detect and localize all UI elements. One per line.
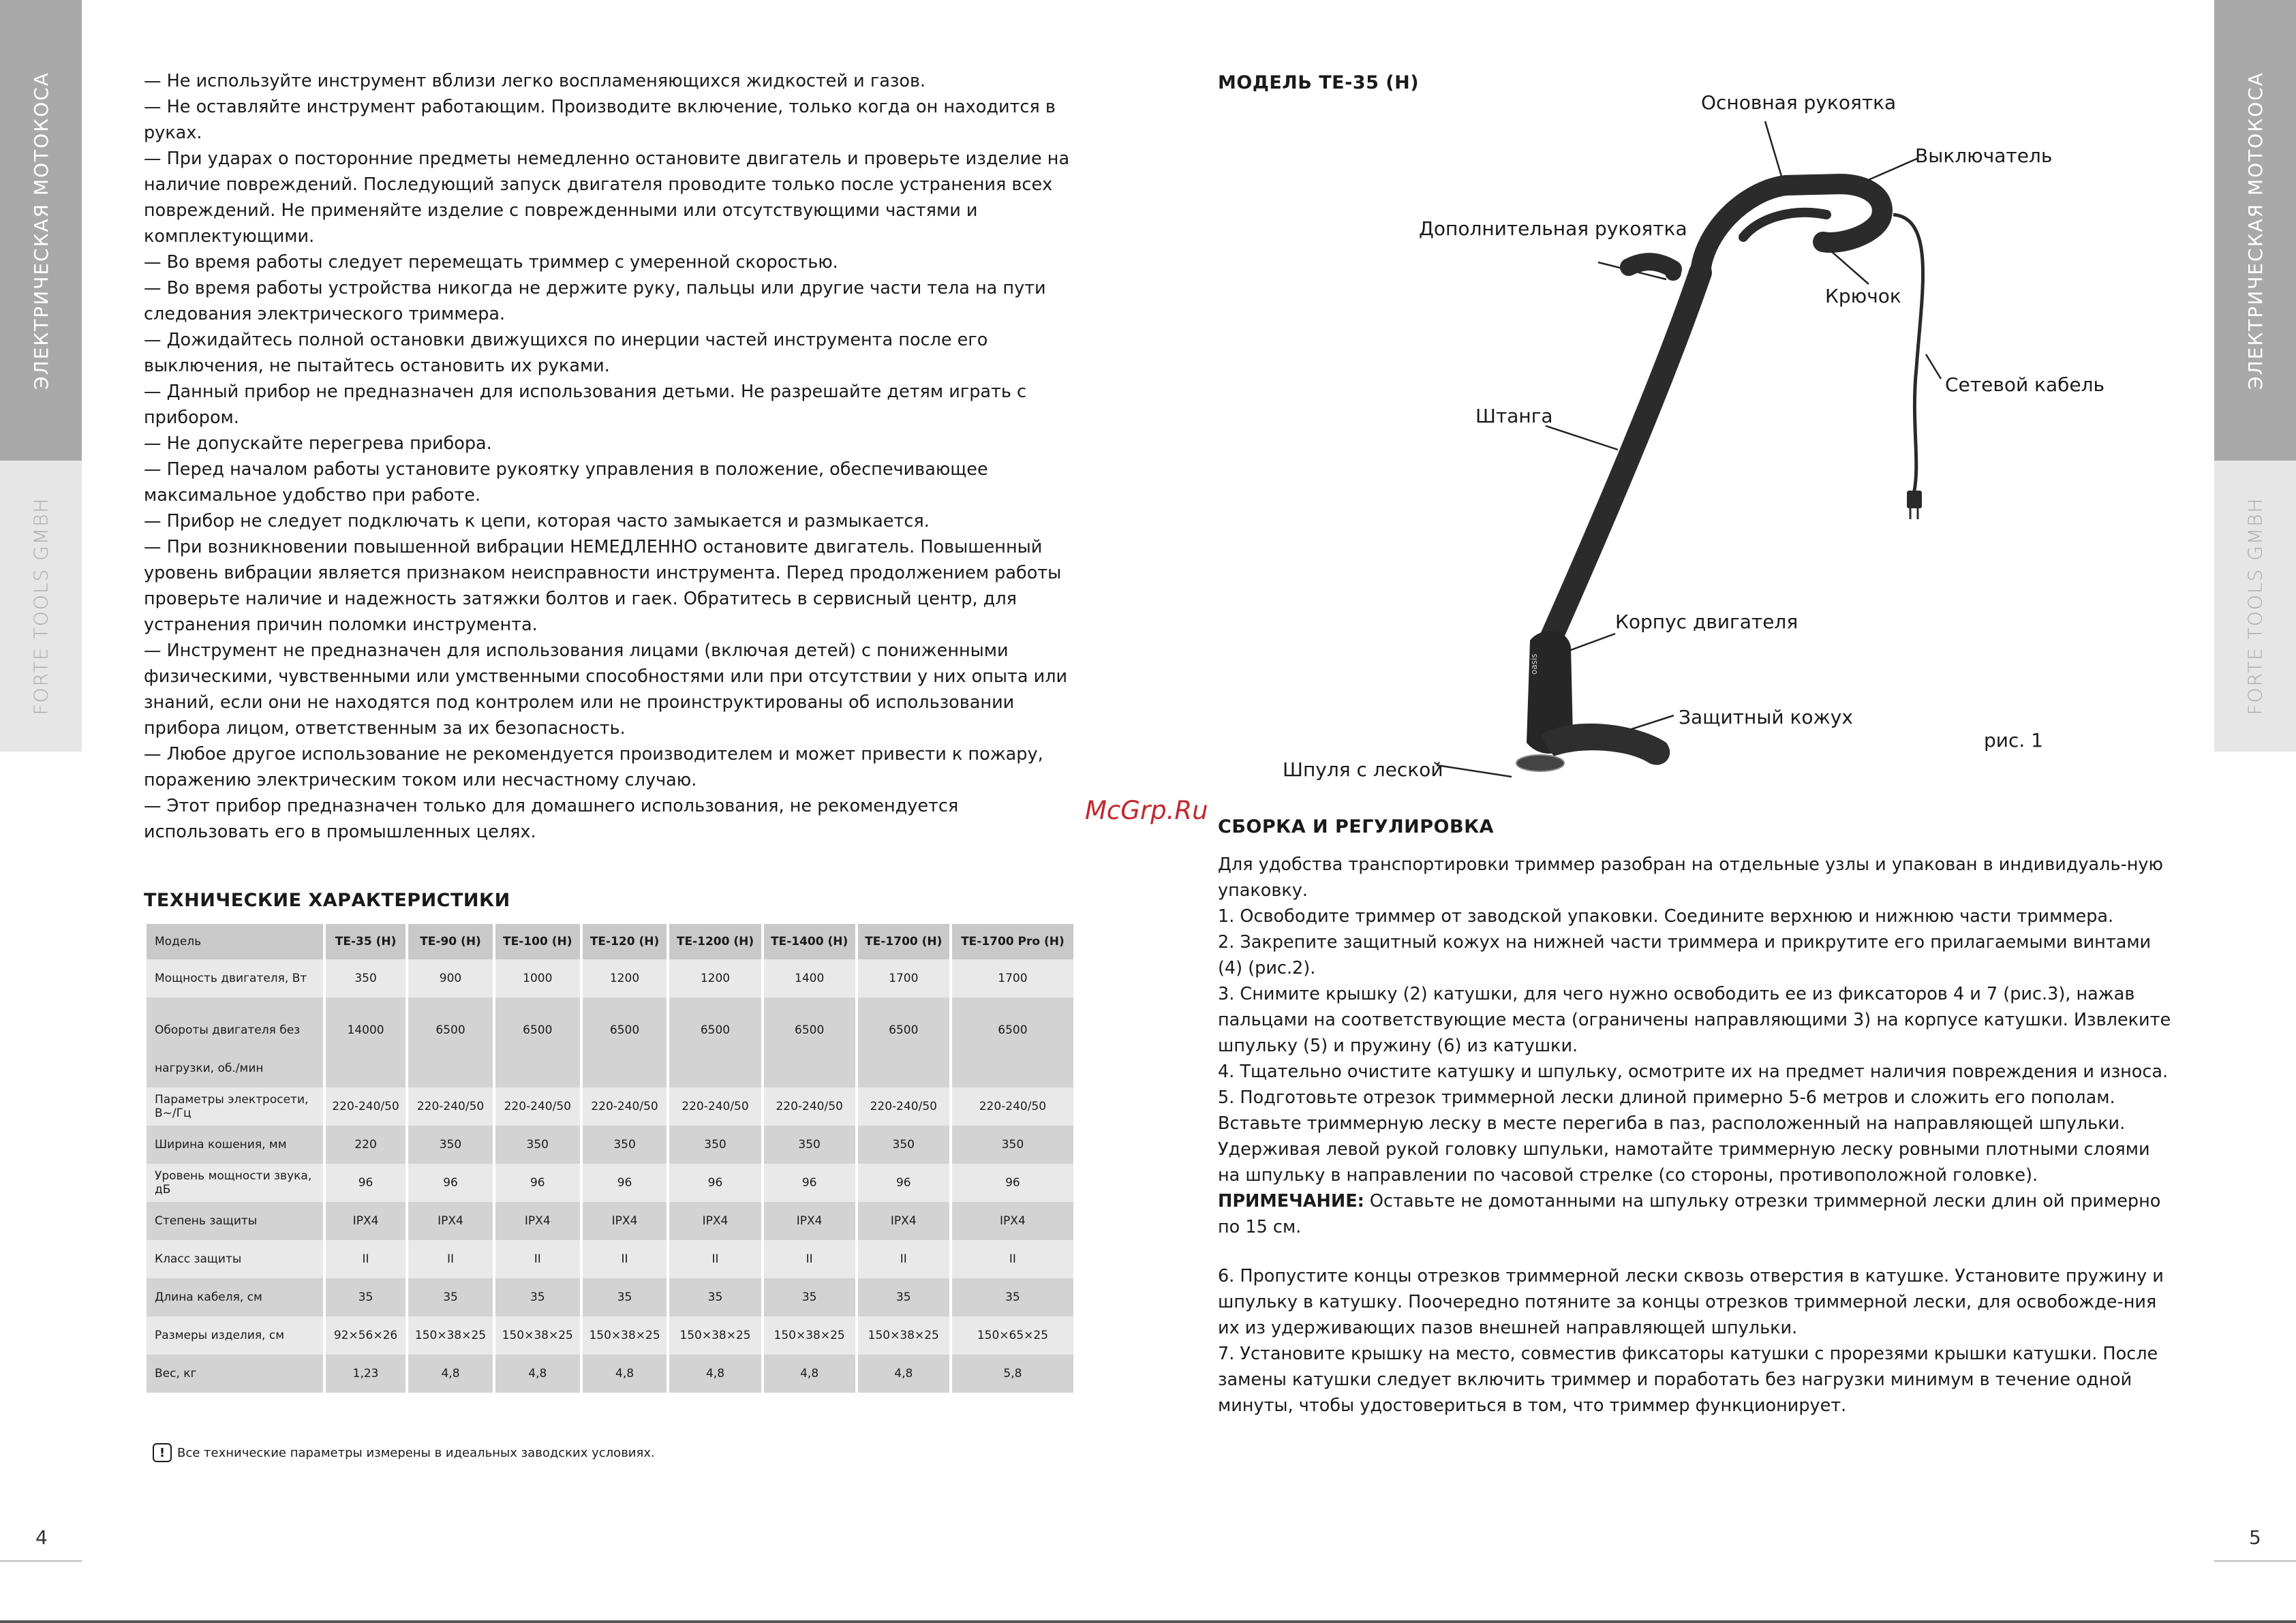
figure-caption: рис. 1 [1984, 729, 2043, 752]
specs-header-cell: TE-90 (H) [408, 924, 493, 959]
table-row: Длина кабеля, см 35 35 35 35 35 35 35 35 [147, 1278, 1073, 1316]
label-guard: Защитный кожух [1679, 706, 1853, 728]
table-row: Мощность двигателя, Вт 350 900 1000 1200 1200 1400 1700 1700 [147, 959, 1073, 998]
assembly-step: Для удобства транспортировки триммер разобран на отдельные узлы и упакован в индивидуаль-ную упаковку. [1218, 854, 2163, 901]
assembly-note-text: Оставьте не домотанными на шпульку отрезки триммерной лески длин ой примерно по 15 см. [1218, 1191, 2161, 1237]
watermark: McGrp.Ru [1085, 796, 1208, 825]
trimmer-diagram [1159, 82, 2167, 804]
assembly-step: 7. Установите крышку на место, совместив фиксаторы катушки с прорезями крышки катушки. После замены катушки следует включить триммер и поработать без нагрузки минимум в течение одной минуты, чтобы удостовериться в том, что триммер функционирует. [1218, 1344, 2158, 1416]
specs-header-cell: TE-120 (H) [583, 924, 667, 959]
safety-item: — Данный прибор не предназначен для использования детьми. Не разрешайте детям играть с прибором. [144, 382, 1027, 428]
safety-item: — Во время работы устройства никогда не держите руку, пальцы или другие части тела на пути следования электрического триммера. [144, 278, 1046, 324]
safety-item: — Дожидайтесь полной остановки движущихся по инерции частей инструмента после его выключения, не пытайтесь остановить их руками. [144, 330, 988, 376]
bottom-edge [0, 1620, 2296, 1623]
safety-item: — Этот прибор предназначен только для домашнего использования, не рекомендуется использовать его в промышленных целях. [144, 796, 959, 842]
label-switch: Выключатель [1915, 144, 2053, 167]
exclamation-icon: ! [153, 1443, 172, 1462]
page-number-left: 4 [35, 1526, 48, 1549]
specs-header-cell: TE-35 (H) [326, 924, 405, 959]
page-number-right: 5 [2249, 1526, 2261, 1549]
safety-item: — Во время работы следует перемещать триммер с умеренной скоростью. [144, 252, 838, 273]
label-shaft: Штанга [1475, 405, 1553, 427]
assembly-note [1218, 1188, 2172, 1240]
specs-header-cell: TE-1200 (H) [669, 924, 761, 959]
side-tab-category-right: ЭЛЕКТРИЧЕСКАЯ МОТОКОСА [2214, 0, 2296, 461]
safety-item: — Любое другое использование не рекомендуется производителем и может привести к пожару, поражению электрическим током или несчастному случаю. [144, 744, 1043, 790]
specs-header-cell: TE-1400 (H) [764, 924, 855, 959]
label-main-handle: Основная рукоятка [1701, 91, 1897, 114]
specs-header-cell: TE-100 (H) [495, 924, 580, 959]
label-hook: Крючок [1825, 285, 1901, 307]
specs-header-cell: TE-1700 Pro (H) [952, 924, 1073, 959]
assembly-step: 4. Тщательно очистите катушку и шпульку, осмотрите их на предмет наличия повреждения и износа. [1218, 1062, 2169, 1082]
side-tab-brand-left: FORTE TOOLS GMBH [0, 461, 82, 752]
table-row: Параметры электросети, В~/Гц 220-240/50 220-240/50 220-240/50 220-240/50 220-240/50 220-240/50 220-240/50 220-240/50 [147, 1087, 1073, 1126]
specs-header-cell: Модель [147, 924, 323, 959]
specs-note-text: Все технические параметры измерены в идеальных заводских условиях. [177, 1445, 655, 1460]
assembly-step: 2. Закрепите защитный кожух на нижней части триммера и прикрутите его прилагаемыми винтами (4) (рис.2). [1218, 932, 2152, 978]
safety-item: — Не оставляйте инструмент работающим. Производите включение, только когда он находится в руках. [144, 97, 1056, 143]
table-row: Ширина кошения, мм 220 350 350 350 350 350 350 350 [147, 1126, 1073, 1164]
label-spool: Шпуля с леской [1283, 758, 1443, 781]
safety-item: — Не допускайте перегрева прибора. [144, 433, 492, 454]
footer-line-left [0, 1560, 82, 1562]
safety-item: — При ударах о посторонние предметы немедленно остановите двигатель и проверьте изделие на наличие повреждений. Последующий запуск двигателя проводите только после устранения всех повреждений. Не применяйте изделие с поврежденными или отсутствующими частями и комплектующими. [144, 149, 1070, 247]
assembly-note-label: ПРИМЕЧАНИЕ: [1218, 1191, 1364, 1211]
label-power-cable: Сетевой кабель [1945, 373, 2105, 396]
specs-header-cell: TE-1700 (H) [858, 924, 949, 959]
specs-note [153, 1443, 655, 1462]
safety-item: — Не используйте инструмент вблизи легко воспламеняющихся жидкостей и газов. [144, 71, 926, 91]
assembly-step: 6. Пропустите концы отрезков триммерной лески сквозь отверстия в катушке. Установите пружину и шпульку в катушку. Поочередно потяните за концы отрезков триммерной лески, для освобожде-ния их из удерживающих пазов внешней направляющей шпульки. [1218, 1266, 2164, 1338]
table-row: Степень защиты IPX4 IPX4 IPX4 IPX4 IPX4 IPX4 IPX4 IPX4 [147, 1202, 1073, 1240]
side-tab-category-left: ЭЛЕКТРИЧЕСКАЯ МОТОКОСА [0, 0, 82, 461]
safety-item: — Инструмент не предназначен для использования лицами (включая детей) с пониженными физическими, чувственными или умственными способностями или при отсутствии у них опыта или знаний, если они не находятся под контролем или не проинструктированы об использовании прибора лицом, ответственным за их безопасность. [144, 640, 1068, 739]
safety-item: — Прибор не следует подключать к цепи, которая часто замыкается и размыкается. [144, 511, 930, 531]
footer-line-right [2214, 1560, 2296, 1562]
model-title: МОДЕЛЬ TE-35 (H) [1218, 72, 1420, 93]
safety-item: — При возникновении повышенной вибрации НЕМЕДЛЕННО остановите двигатель. Повышенный уровень вибрации является признаком неисправности инструмента. Перед продолжением работы проверьте наличие и надежность затяжки болтов и гаек. Обратитесь в сервисный центр, для устранения причин поломки инструмента. [144, 537, 1062, 635]
label-aux-handle: Дополнительная рукоятка [1419, 217, 1687, 240]
table-row: Обороты двигателя без нагрузки, об./мин 14000 6500 6500 6500 6500 6500 6500 6500 [147, 998, 1073, 1087]
specs-table [144, 924, 1076, 1393]
assembly-instructions [1218, 852, 2172, 1419]
side-tab-brand-right: FORTE TOOLS GMBH [2214, 461, 2296, 752]
specs-title: ТЕХНИЧЕСКИЕ ХАРАКТЕРИСТИКИ [144, 890, 510, 911]
assembly-title: СБОРКА И РЕГУЛИРОВКА [1218, 816, 1495, 837]
body-brand: oasis [1529, 653, 1539, 675]
assembly-step: 1. Освободите триммер от заводской упаковки. Соедините верхнюю и нижнюю части триммера. [1218, 906, 2114, 927]
assembly-step: 5. Подготовьте отрезок триммерной лески длиной примерно 5-6 метров и сложить его пополам. Вставьте триммерную леску в месте перегиба в паз, расположенный на направляющей шпульки. Удерживая левой рукой головку шпульки, намотайте триммерную леску ровными плотными слоями на шпульку в направлении по часовой стрелке (со стороны, противоположной головке). [1218, 1087, 2150, 1186]
table-row: Класс защиты II II II II II II II II [147, 1240, 1073, 1278]
safety-item: — Перед началом работы установите рукоятку управления в положение, обеспечивающее максимальное удобство при работе. [144, 459, 988, 506]
safety-instructions [144, 68, 1084, 845]
table-row: Размеры изделия, см 92×56×26 150×38×25 150×38×25 150×38×25 150×38×25 150×38×25 150×38×25 150×65×25 [147, 1316, 1073, 1355]
label-motor-housing: Корпус двигателя [1615, 610, 1798, 633]
assembly-step: 3. Снимите крышку (2) катушки, для чего нужно освободить ее из фиксаторов 4 и 7 (рис.3), нажав пальцами на соответствующие места (ограничены направляющими 3) на корпусе катушки. Извлеките шпульку (5) и пружину (6) из катушки. [1218, 984, 2171, 1056]
table-row: Уровень мощности звука, дБ 96 96 96 96 96 96 96 96 [147, 1164, 1073, 1202]
table-row: Вес, кг 1,23 4,8 4,8 4,8 4,8 4,8 4,8 5,8 [147, 1355, 1073, 1393]
